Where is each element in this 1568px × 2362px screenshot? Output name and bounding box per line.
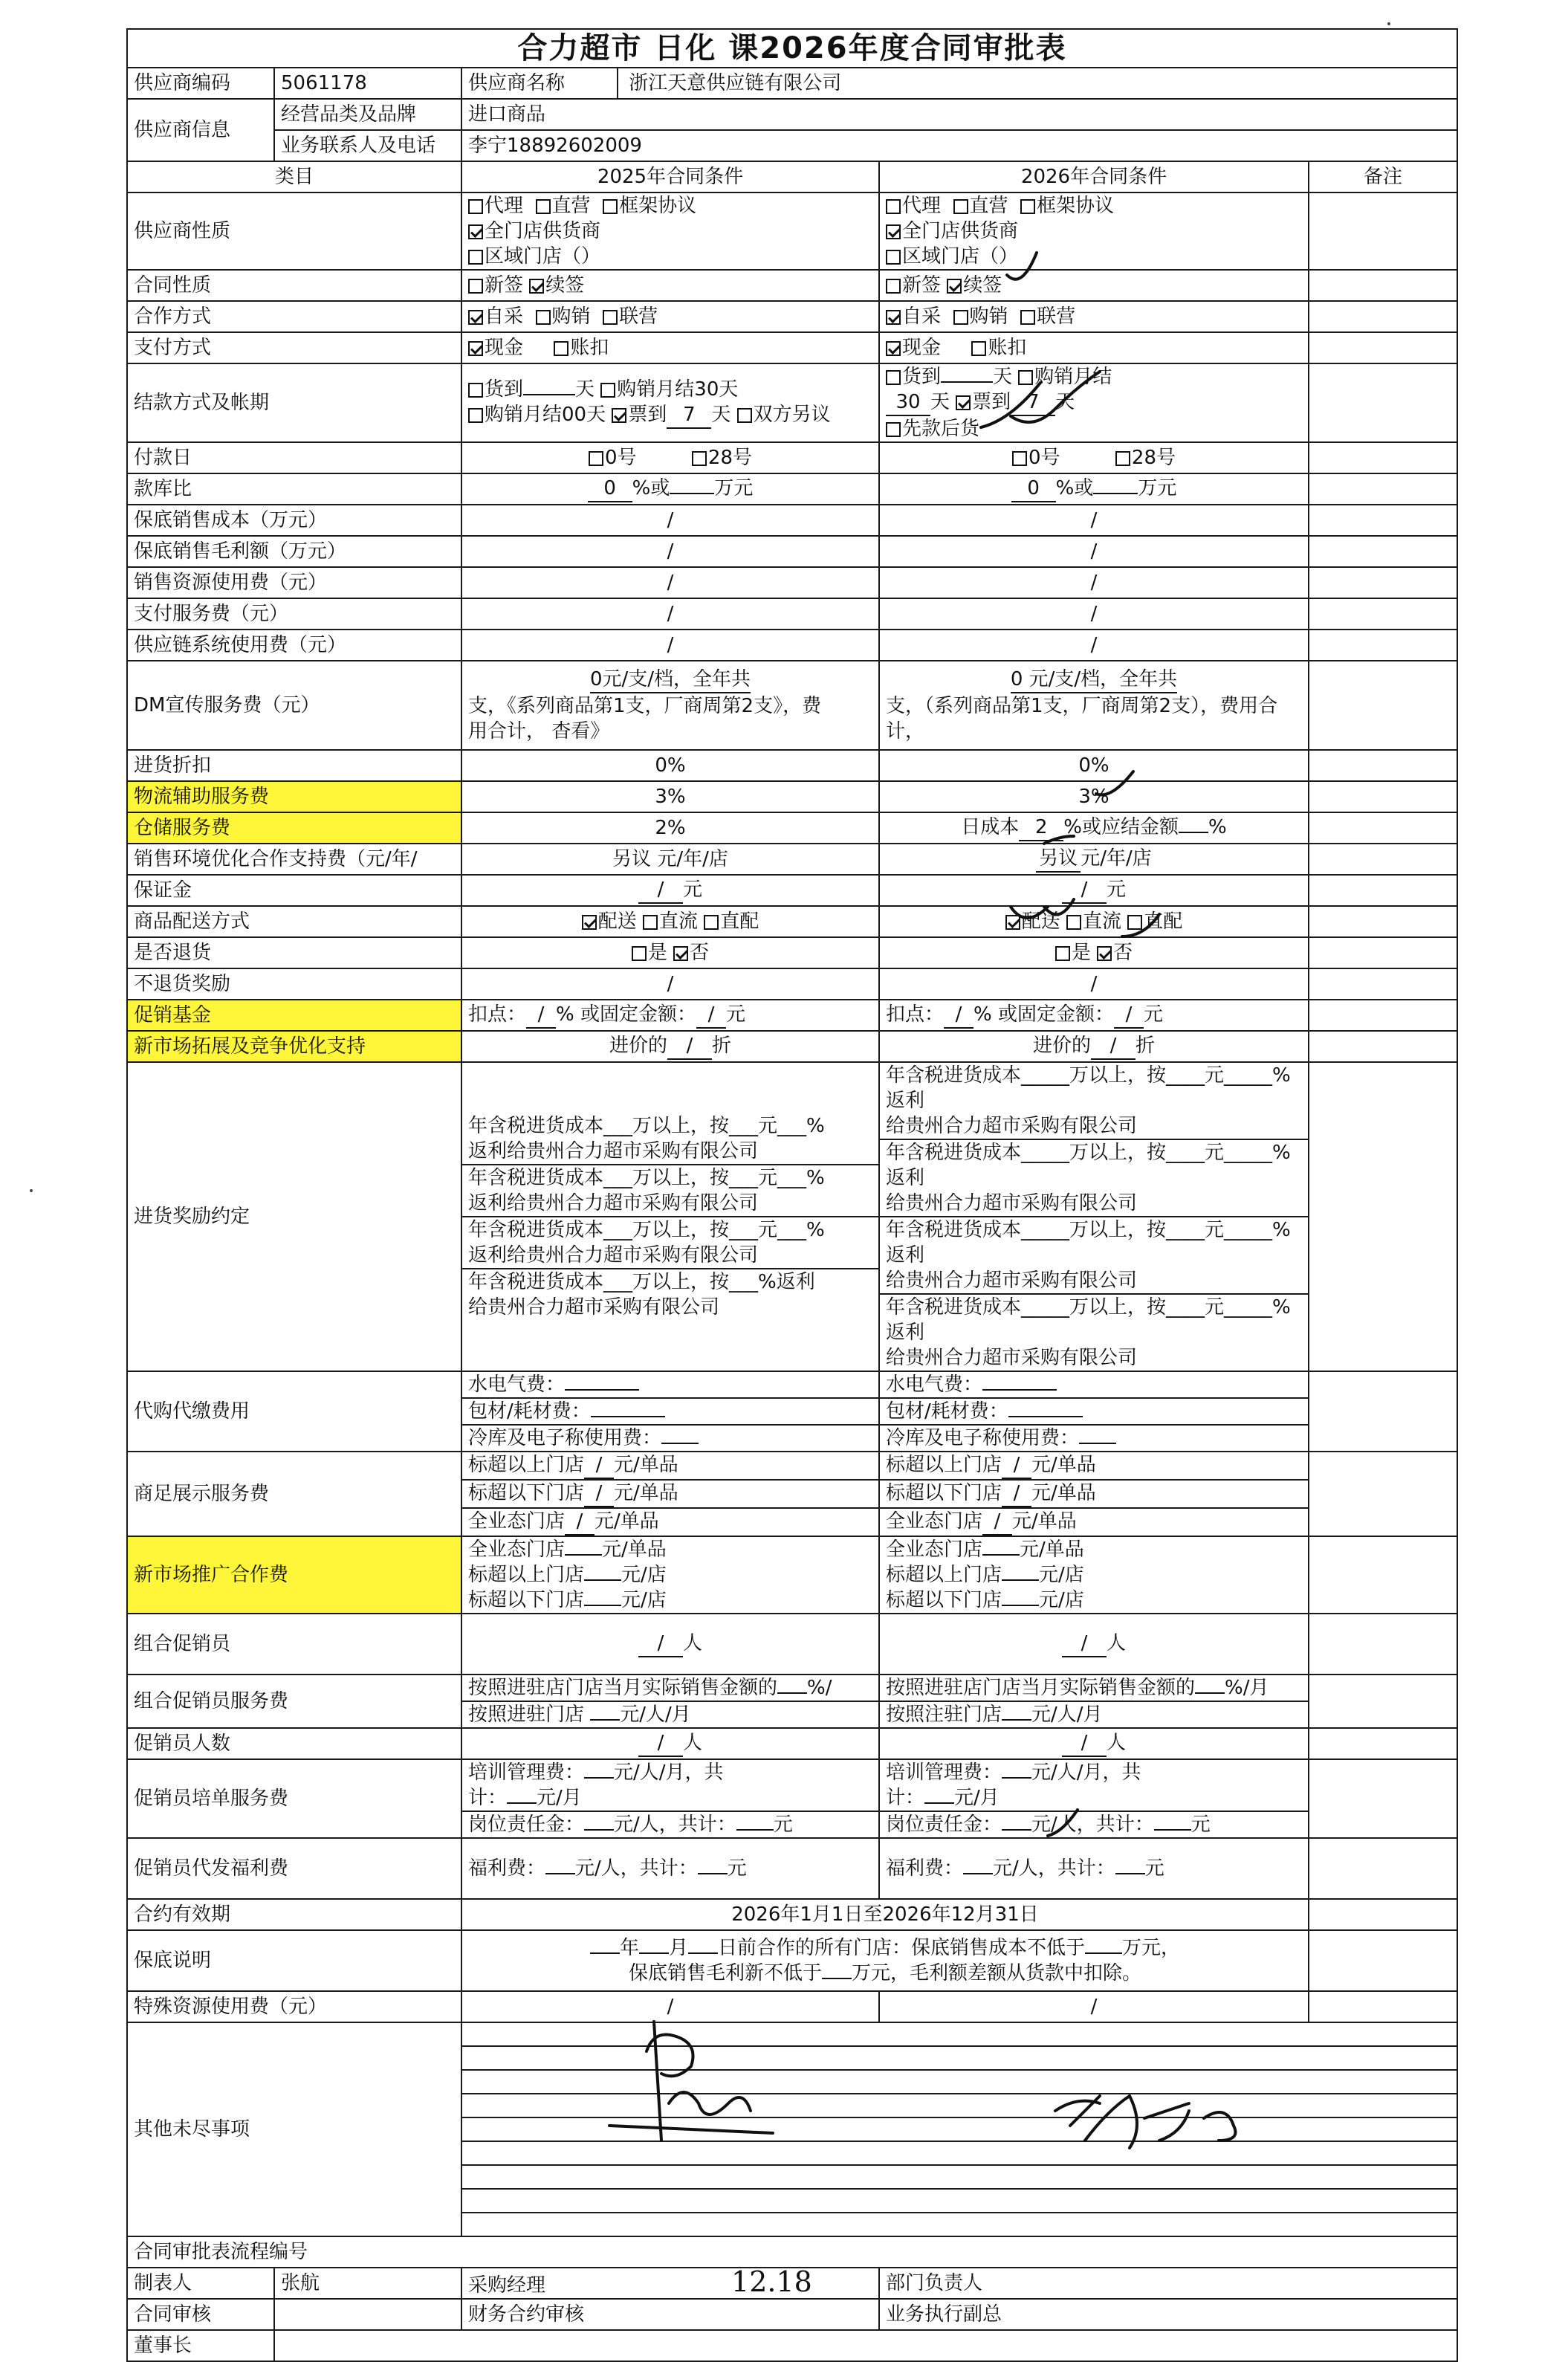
proxy-label: 代购代缴费用: [127, 1371, 461, 1452]
checkbox[interactable]: [632, 946, 647, 961]
no-return-2026: /: [879, 968, 1309, 1000]
pay-service-2026: /: [879, 598, 1309, 630]
min-cost-2026: /: [879, 505, 1309, 536]
scm-fee-label: 供应链系统使用费（元）: [127, 630, 461, 661]
checkbox-checked[interactable]: [529, 279, 544, 294]
contract-type-2025: 新签 续签: [461, 270, 879, 301]
supplier-code-label: 供应商编码: [127, 68, 274, 99]
display-2025: 标超以上门店 / 元/单品 标超以下门店 / 元/单品 全业态门店 / 元/单品: [461, 1452, 879, 1536]
coop-2026: 自采 购销 联营: [879, 301, 1309, 332]
header-2025: 2025年合同条件: [461, 161, 879, 192]
training-2026: 培训管理费： 元/人/月，共 计： 元/月 岗位责任金： 元/人，共计： 元: [879, 1759, 1309, 1838]
discount-2025: 0%: [461, 750, 879, 781]
checkbox[interactable]: [1055, 946, 1070, 961]
remark-cell: [1309, 906, 1457, 937]
checkbox[interactable]: [886, 199, 901, 214]
pay-2025: 现金 账扣: [461, 332, 879, 363]
remark-cell: [1309, 567, 1457, 598]
welfare-2025: 福利费： 元/人，共计： 元: [461, 1838, 879, 1899]
nature-2025: 代理 直营 框架协议 全门店供货商 区域门店（）: [461, 192, 879, 270]
checkbox[interactable]: [536, 199, 551, 214]
remark-cell: [1309, 750, 1457, 781]
pay-2026: 现金 账扣: [879, 332, 1309, 363]
remark-cell: [1309, 875, 1457, 906]
promo-fund-2026: 扣点： / % 或固定金额： / 元: [879, 1000, 1309, 1031]
checkbox[interactable]: [554, 341, 568, 356]
special-2026: /: [879, 1991, 1309, 2022]
checkbox[interactable]: [953, 199, 968, 214]
promoter-num-2025: / 人: [461, 1728, 879, 1759]
checkbox[interactable]: [704, 915, 719, 930]
remark-cell: [1309, 1930, 1457, 1991]
purchase-sign-date: 12.18: [731, 2268, 812, 2298]
guarantee-text: 年 月 日前合作的所有门店：保底销售成本不低于 万元， 保底销售毛利新不低于 万元，毛利额差额从货款中扣除。: [461, 1930, 1309, 1991]
checkbox-checked[interactable]: [582, 915, 597, 930]
remark-cell: [1309, 1899, 1457, 1930]
checkbox-checked[interactable]: [947, 279, 962, 294]
scan-dot: [1387, 22, 1390, 25]
checkbox[interactable]: [536, 310, 551, 325]
supplier-name: 浙江天意供应链有限公司: [629, 72, 842, 94]
remark-cell: [1309, 598, 1457, 630]
promoter-label: 组合促销员: [127, 1614, 461, 1675]
sales-res-2026: /: [879, 567, 1309, 598]
checkbox-checked[interactable]: [886, 341, 901, 356]
logistics-2025: 3%: [461, 781, 879, 812]
dm-2026: 0 元/支/档，全年共 支，（系列商品第1支，厂商周第2支），费用合 计，: [879, 661, 1309, 750]
remark-cell: [1309, 1536, 1457, 1614]
remark-cell: [1309, 1675, 1457, 1728]
remark-cell: [1309, 1000, 1457, 1031]
header-2026: 2026年合同条件: [879, 161, 1309, 192]
deposit-2026: / 元: [879, 875, 1309, 906]
sales-res-label: 销售资源使用费（元）: [127, 567, 461, 598]
remark-cell: [1309, 1614, 1457, 1675]
category-header: 类目: [127, 161, 461, 192]
remark-cell: [1309, 332, 1457, 363]
remark-cell: [1309, 1031, 1457, 1062]
checkbox-checked[interactable]: [1005, 915, 1020, 930]
delivery-2026: 配送 直流 直配: [879, 906, 1309, 937]
remark-cell: [1309, 301, 1457, 332]
settle-label: 结款方式及帐期: [127, 363, 461, 442]
checkbox[interactable]: [1020, 310, 1035, 325]
stock-ratio-2025: 0 %或 万元: [461, 473, 879, 505]
logistics-2026: 3%: [879, 781, 1309, 812]
welfare-label: 促销员代发福利费: [127, 1838, 461, 1899]
new-market-2025: 进价的 / 折: [461, 1031, 879, 1062]
rebate-2025: 年含税进货成本___万以上，按___元___% 返利给贵州合力超市采购有限公司 年含税进货成本___万以上，按___元___% 返利给贵州合力超市采购有限公司 年含税进货成本___万以上，按___元___% 返利给贵州合力超市采购有限公司 年含税进货成本___万以上，按___%返利 给贵州合力超市采购有限公司: [461, 1062, 879, 1371]
finance-review-label: 财务合约审核: [461, 2299, 879, 2330]
maker-label: 制表人: [127, 2268, 274, 2299]
form-title: 合力超市 日化 课2026年度合同审批表: [127, 29, 1457, 68]
pay-service-2025: /: [461, 598, 879, 630]
remark-cell: [1309, 1062, 1457, 1371]
pay-label: 支付方式: [127, 332, 461, 363]
checkbox[interactable]: [886, 250, 901, 265]
logistics-label: 物流辅助服务费: [127, 781, 461, 812]
min-margin-2026: /: [879, 536, 1309, 567]
checkbox[interactable]: [1018, 370, 1033, 385]
brand-value: 进口商品: [461, 99, 1457, 130]
checkbox[interactable]: [1127, 915, 1142, 930]
no-return-2025: /: [461, 968, 879, 1000]
checkbox[interactable]: [1012, 451, 1027, 466]
checkbox-checked[interactable]: [468, 224, 483, 239]
checkbox[interactable]: [468, 383, 483, 398]
remark-cell: [1309, 630, 1457, 661]
promo-fund-2025: 扣点： / % 或固定金额： / 元: [461, 1000, 879, 1031]
env-fee-2025: 另议 元/年/店: [461, 844, 879, 875]
display-2026: 标超以上门店 / 元/单品 标超以下门店 / 元/单品 全业态门店 / 元/单品: [879, 1452, 1309, 1536]
contract-review-value: [274, 2299, 461, 2330]
dm-2025: 0元/支/档，全年共 支，《系列商品第1支，厂商周第2支》，费 用合计， 杳看》: [461, 661, 879, 750]
remark-cell: [1309, 473, 1457, 505]
vp-label: 业务执行副总: [879, 2299, 1457, 2330]
sales-res-2025: /: [461, 567, 879, 598]
checkbox[interactable]: [1020, 199, 1035, 214]
checkbox-checked[interactable]: [612, 408, 626, 423]
scm-fee-2026: /: [879, 630, 1309, 661]
settle-2026: 货到 天 购销月结 30 天 票到 7 天 先款后货: [879, 363, 1309, 442]
special-label: 特殊资源使用费（元）: [127, 1991, 461, 2022]
promoter-fee-2025: 按照进驻店门店当月实际销售金额的 %/ 按照进驻门店 元/人/月: [461, 1675, 879, 1728]
checkbox[interactable]: [886, 279, 901, 294]
coop-label: 合作方式: [127, 301, 461, 332]
chairman-value: [274, 2330, 1457, 2361]
min-margin-label: 保底销售毛利额（万元）: [127, 536, 461, 567]
deposit-2025: / 元: [461, 875, 879, 906]
remark-cell: [1309, 812, 1457, 844]
env-fee-label: 销售环境优化合作支持费（元/年/: [127, 844, 461, 875]
rebate-label: 进货奖励约定: [127, 1062, 461, 1371]
special-2025: /: [461, 1991, 879, 2022]
checkbox[interactable]: [886, 422, 901, 437]
welfare-2026: 福利费： 元/人，共计： 元: [879, 1838, 1309, 1899]
other-label: 其他未尽事项: [127, 2022, 461, 2236]
remark-cell: [1309, 1371, 1457, 1452]
remark-cell: [1309, 192, 1457, 270]
stock-ratio-label: 款库比: [127, 473, 461, 505]
checkbox-checked[interactable]: [468, 310, 483, 325]
checkbox[interactable]: [603, 199, 618, 214]
supplier-info-label: 供应商信息: [127, 99, 274, 161]
scm-fee-2025: /: [461, 630, 879, 661]
remark-cell: [1309, 505, 1457, 536]
new-promo-label: 新市场推广合作费: [127, 1536, 461, 1614]
promoter-2025: / 人: [461, 1614, 879, 1675]
payday-label: 付款日: [127, 442, 461, 473]
promoter-fee-label: 组合促销员服务费: [127, 1675, 461, 1728]
checkbox[interactable]: [600, 383, 615, 398]
nature-label: 供应商性质: [127, 192, 461, 270]
training-2025: 培训管理费： 元/人/月，共 计： 元/月 岗位责任金： 元/人，共计： 元: [461, 1759, 879, 1838]
checkbox-checked[interactable]: [1097, 946, 1112, 961]
training-label: 促销员培单服务费: [127, 1759, 461, 1838]
brand-label: 经营品类及品牌: [274, 99, 461, 130]
remark-cell: [1309, 1452, 1457, 1536]
new-market-2026: 进价的 / 折: [879, 1031, 1309, 1062]
purchase-mgr-label: 采购经理: [468, 2274, 546, 2297]
display-label: 商足展示服务费: [127, 1452, 461, 1536]
returnable-2025: 是 否: [461, 937, 879, 968]
checkbox-checked[interactable]: [956, 395, 971, 410]
remark-cell: [1309, 1838, 1457, 1899]
stock-ratio-2026: 0 %或 万元: [879, 473, 1309, 505]
proxy-2026: 水电气费： 包材/耗材费： 冷库及电子称使用费：: [879, 1371, 1309, 1452]
maker-name: 张航: [274, 2268, 461, 2299]
pay-service-label: 支付服务费（元）: [127, 598, 461, 630]
checkbox[interactable]: [1115, 451, 1130, 466]
contact-value: 李宁18892602009: [461, 130, 1457, 161]
approval-form: [126, 28, 1457, 2362]
storage-label: 仓储服务费: [127, 812, 461, 844]
proxy-2025: 水电气费： 包材/耗材费： 冷库及电子称使用费：: [461, 1371, 879, 1452]
remark-cell: [1309, 968, 1457, 1000]
returnable-2026: 是 否: [879, 937, 1309, 968]
settle-2025: 货到 天 购销月结30天 购销月结00天 票到 7 天 双方另议: [461, 363, 879, 442]
supplier-code: 5061178: [274, 68, 461, 99]
dept-head-cell: [879, 2268, 1457, 2299]
checkbox[interactable]: [468, 279, 483, 294]
validity-value: 2026年1月1日至2026年12月31日: [461, 1899, 1309, 1930]
chairman-label: 董事长: [127, 2330, 274, 2361]
new-promo-2026: 全业态门店 元/单品 标超以上门店 元/店 标超以下门店 元/店: [879, 1536, 1309, 1614]
remark-cell: [1309, 536, 1457, 567]
checkbox[interactable]: [468, 250, 483, 265]
remark-cell: [1309, 937, 1457, 968]
remark-cell: [1309, 1728, 1457, 1759]
checkbox-checked[interactable]: [673, 946, 688, 961]
remark-cell: [1309, 363, 1457, 442]
checkbox-checked[interactable]: [886, 224, 901, 239]
contract-review-label: 合同审核: [127, 2299, 274, 2330]
validity-label: 合约有效期: [127, 1899, 461, 1930]
payday-2026: 0号 28号: [879, 442, 1309, 473]
checkbox-checked[interactable]: [468, 341, 483, 356]
discount-label: 进货折扣: [127, 750, 461, 781]
checkbox[interactable]: [886, 370, 901, 385]
other-lines: [461, 2022, 1457, 2236]
dm-label: DM宣传服务费（元）: [127, 661, 461, 750]
supplier-name-label: 供应商名称: [468, 68, 618, 98]
checkbox[interactable]: [589, 451, 603, 466]
checkbox[interactable]: [603, 310, 618, 325]
new-market-label: 新市场拓展及竞争优化支持: [127, 1031, 461, 1062]
promo-fund-label: 促销基金: [127, 1000, 461, 1031]
discount-2026: 0%: [879, 750, 1309, 781]
storage-2026: 日成本 2 %或应结金额 %: [879, 812, 1309, 844]
contract-approval-table: [126, 28, 1458, 2362]
contract-type-label: 合同性质: [127, 270, 461, 301]
promoter-num-label: 促销员人数: [127, 1728, 461, 1759]
storage-2025: 2%: [461, 812, 879, 844]
rebate-2026: 年含税进货成本_____万以上，按____元_____%返利 给贵州合力超市采购有限公司 年含税进货成本_____万以上，按____元_____%返利 给贵州合力超市采购有限公司 年含税进货成本_____万以上，按____元_____%返利 给贵州合力超市采购有限公司 年含税进货成本_____万以上，按____元_____%返利 给贵州合力超市采购有限公司: [879, 1062, 1309, 1371]
min-margin-2025: /: [461, 536, 879, 567]
scan-dot: [30, 1189, 33, 1192]
dept-head-label: 部门负责人: [886, 2272, 983, 2294]
nature-2026: 代理 直营 框架协议 全门店供货商 区域门店（）: [879, 192, 1309, 270]
checkbox[interactable]: [971, 341, 986, 356]
coop-2025: 自采 购销 联营: [461, 301, 879, 332]
remark-cell: [1309, 1759, 1457, 1838]
remark-cell: [1309, 661, 1457, 750]
env-fee-2026: 另议 元/年/店: [879, 844, 1309, 875]
header-remark: 备注: [1309, 161, 1457, 192]
checkbox[interactable]: [692, 451, 707, 466]
checkbox[interactable]: [468, 199, 483, 214]
returnable-label: 是否退货: [127, 937, 461, 968]
promoter-2026: / 人: [879, 1614, 1309, 1675]
payday-2025: 0号 28号: [461, 442, 879, 473]
contact-label: 业务联系人及电话: [274, 130, 461, 161]
promoter-fee-2026: 按照进驻店门店当月实际销售金额的 %/月 按照注驻门店 元/人/月: [879, 1675, 1309, 1728]
flow-number-label: 合同审批表流程编号: [127, 2236, 1457, 2268]
no-return-label: 不退货奖励: [127, 968, 461, 1000]
min-cost-2025: /: [461, 505, 879, 536]
remark-cell: [1309, 1991, 1457, 2022]
promoter-num-2026: / 人: [879, 1728, 1309, 1759]
supplier-name-cell: [461, 68, 1457, 99]
guarantee-label: 保底说明: [127, 1930, 461, 1991]
new-promo-2025: 全业态门店 元/单品 标超以上门店 元/店 标超以下门店 元/店: [461, 1536, 879, 1614]
remark-cell: [1309, 844, 1457, 875]
contract-type-2026: 新签 续签: [879, 270, 1309, 301]
deposit-label: 保证金: [127, 875, 461, 906]
checkbox[interactable]: [468, 408, 483, 423]
purchase-mgr-cell: [461, 2268, 879, 2299]
remark-cell: [1309, 270, 1457, 301]
checkbox[interactable]: [1066, 915, 1081, 930]
checkbox[interactable]: [737, 408, 752, 423]
delivery-2025: 配送 直流 直配: [461, 906, 879, 937]
remark-cell: [1309, 781, 1457, 812]
remark-cell: [1309, 442, 1457, 473]
checkbox[interactable]: [643, 915, 658, 930]
checkbox-checked[interactable]: [886, 310, 901, 325]
checkbox[interactable]: [953, 310, 968, 325]
min-cost-label: 保底销售成本（万元）: [127, 505, 461, 536]
delivery-label: 商品配送方式: [127, 906, 461, 937]
